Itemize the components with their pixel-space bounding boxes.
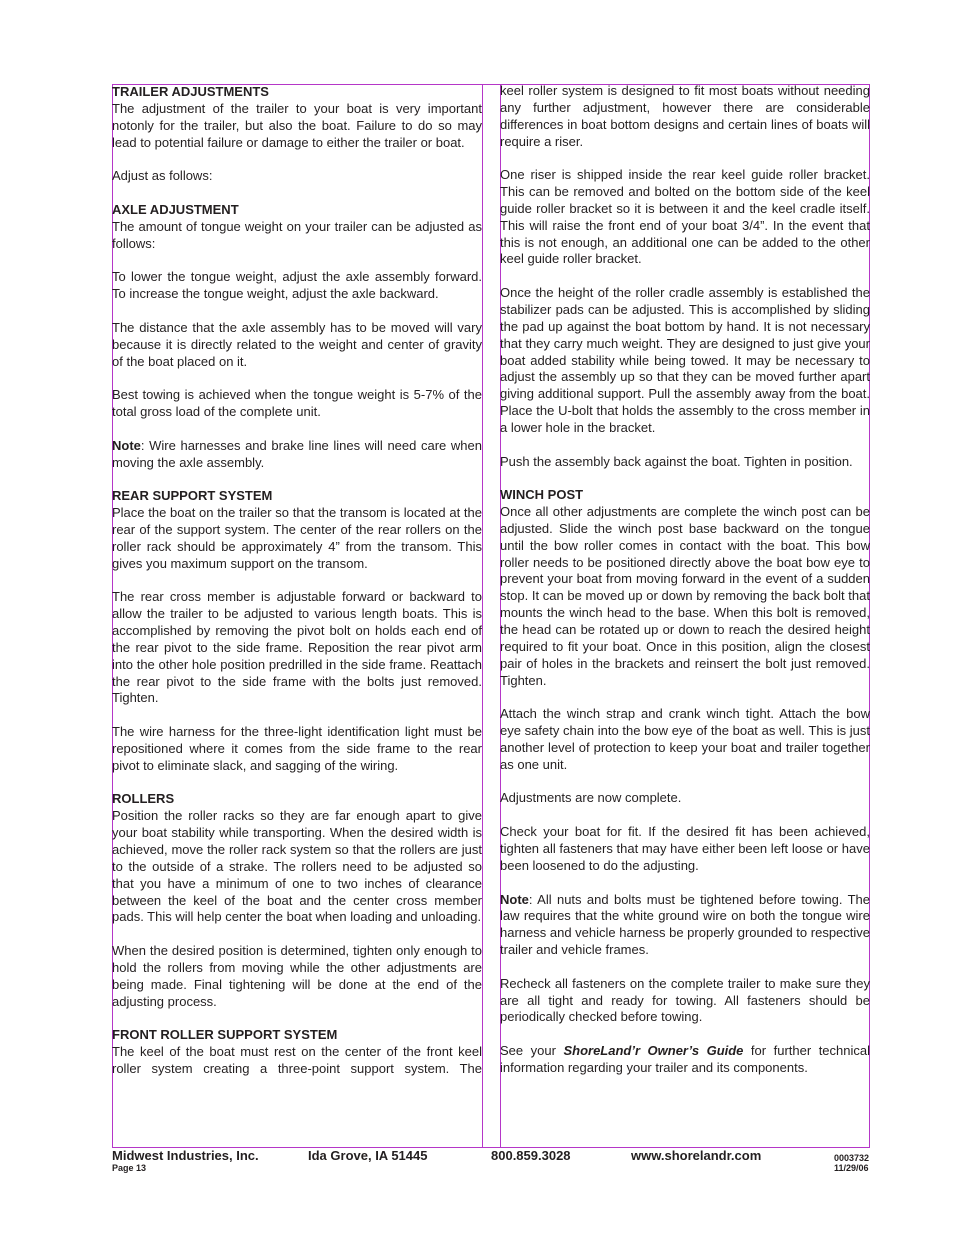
note-text: : Wire harnesses and brake line lines will need care when moving the axle assembly.	[112, 437, 482, 470]
footer-page-number: Page 13	[112, 1163, 147, 1173]
section-heading-trailer-adjustments: TRAILER ADJUSTMENTS	[112, 84, 269, 99]
paragraph: The keel of the boat must rest on the center of the front keel roller system creating a three-point support system. The	[112, 1044, 482, 1076]
paragraph: The amount of tongue weight on your trailer can be adjusted as follows:	[112, 218, 482, 251]
paragraph: Once the height of the roller cradle assembly is established the stabilizer pads can be adjusted. This is accomplished by sliding the pad up against the boat bottom by hand. It is not necessary that they carry much weight. They are designed to just give your boat added stability while being towed. It may be necessary to adjust the assembly up so that they can be moved further apart giving additional support. Pull the assembly away from the boat. Place the U-bolt that holds the assembly to the cross member in a lower hole in the bracket.	[500, 285, 870, 435]
note-label: Note	[500, 891, 529, 907]
paragraph: Recheck all fasteners on the complete trailer to make sure they are all tight and ready for towing. All fasteners should be periodically checked before towing.	[500, 975, 870, 1025]
footer-doc-number: 0003732	[834, 1153, 870, 1163]
paragraph: Once all other adjustments are complete the winch post can be adjusted. Slide the winch post base backward on the tongue until the bow roller comes in contact with the boat. This bow roller needs to be positioned directly above the boat bow eye to prevent your boat from moving forward in the event of a sudden stop. It can be moved up or down by removing the back bolt that mounts the winch head to the base. When this bolt is removed, the head can be rotated up or down to reach the desired height required to fit your boat. Once in this position, align the closest pair of holes in the brackets and reinsert the bolt just removed. Tighten.	[500, 504, 870, 688]
text-fragment: See your	[500, 1043, 564, 1059]
paragraph: The wire harness for the three-light identification light must be repositioned where it comes from the side frame to the rear pivot to eliminate slack, and sagging of the wiring.	[112, 724, 482, 773]
paragraph: The adjustment of the trailer to your boat is very important notonly for the trailer, but also the boat. Failure to do so may lead to potential failure or damage to either the trailer or boat.	[112, 100, 482, 150]
note-paragraph	[500, 892, 870, 959]
footer-date: 11/29/06	[834, 1163, 869, 1173]
paragraph: When the desired position is determined, tighten only enough to hold the rollers from moving while the other adjustments are being made. Final tightening will be done at the end of the adjusting process.	[112, 943, 482, 1009]
paragraph: One riser is shipped inside the rear keel guide roller bracket. This can be removed and bolted on the bottom side of the keel guide roller bracket so it is between it and the keel cradle itself. This will raise the front end of your boat 3/4”. In the event that this is not enough, an additional one can be added to the other keel guide roller bracket.	[500, 167, 870, 267]
frame-col-divider-left	[482, 84, 483, 1148]
paragraph: Place the boat on the trailer so that the transom is located at the rear of the support system. The center of the rear rollers on the roller rack should be approximately 4” from the transom. This gives you maximum support on the transom.	[112, 505, 482, 571]
owners-guide-paragraph	[500, 1043, 870, 1077]
paragraph: Check your boat for fit. If the desired fit has been achieved, tighten all fasteners that may have either been left loose or have been loosened to do the adjusting.	[500, 824, 870, 873]
section-heading-rear-support-system: REAR SUPPORT SYSTEM	[112, 488, 273, 504]
paragraph: Best towing is achieved when the tongue weight is 5-7% of the total gross load of the complete unit.	[112, 387, 482, 420]
paragraph: Attach the winch strap and crank winch tight. Attach the bow eye safety chain into the bow eye of the boat as well. This is just another level of protection to keep your boat and trailer together as one unit.	[500, 706, 870, 772]
paragraph: keel roller system is designed to fit most boats without needing any further adjustment, however there are considerable differences in boat bottom designs and certain lines of boats will require a riser.	[500, 83, 870, 149]
section-heading-rollers: ROLLERS	[112, 791, 175, 807]
paragraph: To lower the tongue weight, adjust the axle assembly forward. To increase the tongue weight, adjust the axle backward.	[112, 269, 482, 302]
footer-website: www.shorelandr.com	[631, 1148, 762, 1163]
paragraph: Adjust as follows:	[112, 168, 213, 184]
paragraph: Adjustments are now complete.	[500, 790, 682, 806]
note-paragraph	[112, 438, 482, 472]
paragraph: Push the assembly back against the boat. Tighten in position.	[500, 453, 853, 469]
paragraph: The rear cross member is adjustable forward or backward to allow the trailer to be adjusted to various length boats. This is accomplished by removing the pivot bolt on holds each end of the rear pivot to the side frame. Reposition the rear pivot arm into the other hole position predrilled in the side frame. Reattach the rear pivot to the side frame with the bolts just removed. Tighten.	[112, 589, 482, 706]
owners-guide-title: ShoreLand’r Owner’s Guide	[563, 1043, 744, 1059]
footer-location: Ida Grove, IA 51445	[308, 1148, 428, 1163]
footer-company: Midwest Industries, Inc.	[112, 1148, 259, 1163]
section-heading-axle-adjustment: AXLE ADJUSTMENT	[112, 201, 239, 217]
section-heading-winch-post: WINCH POST	[500, 487, 584, 503]
right-column	[500, 83, 870, 1123]
left-column	[112, 84, 482, 1124]
note-text: : All nuts and bolts must be tightened before towing. The law requires that the white ground wire on both the tongue wire harness and vehicle harness be properly grounded to respective trailer and vehicle frames.	[500, 891, 870, 958]
note-label: Note	[112, 437, 141, 453]
footer-phone: 800.859.3028	[491, 1148, 571, 1163]
text-fragment: for further technical information regarding your trailer and its components.	[500, 1043, 870, 1075]
paragraph: Position the roller racks so they are far enough apart to give your boat stability while transporting. When the desired width is achieved, move the roller rack system so that the rollers are just to the outside of a strake. The rollers need to be adjusted so that you have a minimum of one to two inches of clearance between the keel of the boat and the center cross member pads. This will help center the boat when loading and unloading.	[112, 808, 482, 925]
paragraph: The distance that the axle assembly has to be moved will vary because it is directly related to the weight and center of gravity of the boat placed on it.	[112, 319, 482, 369]
section-heading-front-roller-support-system: FRONT ROLLER SUPPORT SYSTEM	[112, 1027, 338, 1043]
